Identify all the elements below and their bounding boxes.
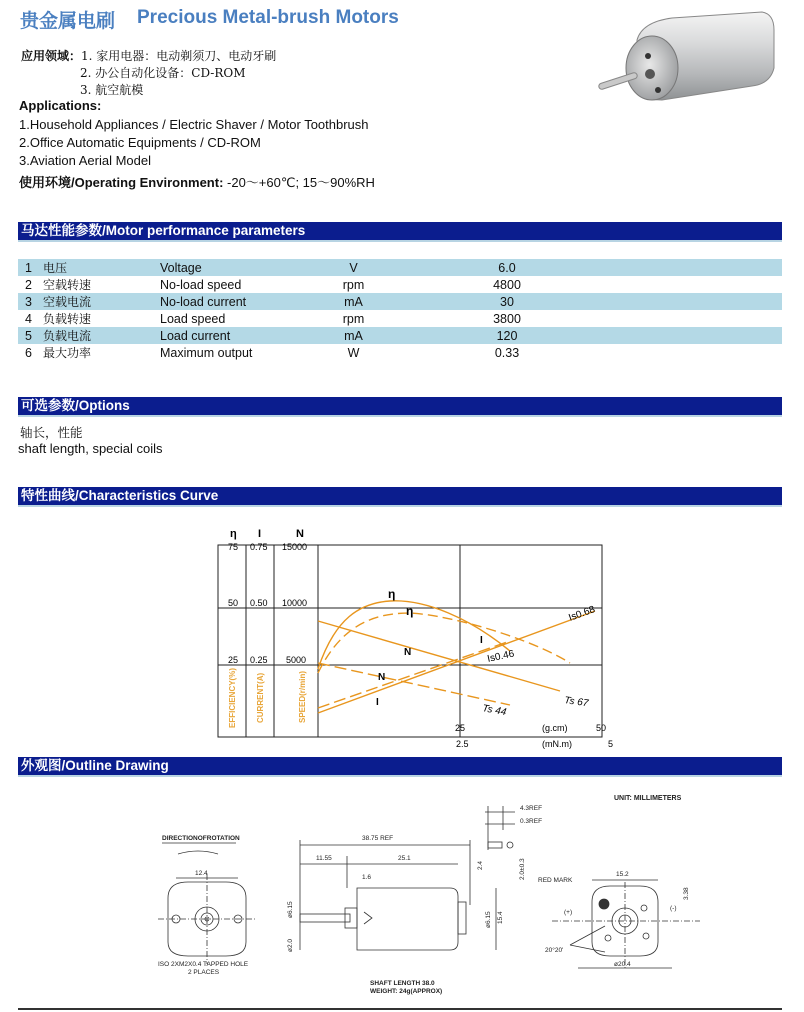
tick-n-15000: 15000 <box>282 542 308 552</box>
curve-label-ts67: Ts 67 <box>563 695 589 710</box>
param-row <box>18 344 782 361</box>
param-unit: mA <box>320 293 387 310</box>
app-cn-item-1: 1. 家用电器：电动剃须刀、电动牙刷 <box>81 49 277 63</box>
tick-x-25: 25 <box>455 723 466 733</box>
section-performance: 马达性能参数/Motor performance parameters <box>18 222 782 240</box>
tick-i-025: 0.25 <box>250 655 268 665</box>
param-name-en: Load current <box>160 327 320 344</box>
curve-label-is046: Is0.46 <box>486 648 516 665</box>
applications-cn-label: 应用领域： <box>21 49 82 63</box>
param-row <box>18 310 782 327</box>
param-unit: rpm <box>342 311 365 326</box>
dim-11-55: 11.55 <box>316 855 332 862</box>
shaft-side <box>300 914 350 922</box>
title-en: Precious Metal-brush Motors <box>137 7 399 28</box>
terminal-plus: (+) <box>564 909 573 916</box>
tick-x-2-5: 2.5 <box>456 739 469 749</box>
dim-12-4: 12.4 <box>195 870 208 877</box>
param-name-en: No-load current <box>160 293 320 310</box>
curve-label-is068: Is0.68 <box>567 604 597 624</box>
dim-4-3: 4.3REF <box>520 805 543 812</box>
curve-label-eta-1: η <box>388 587 396 601</box>
section-options: 可选参数/Options <box>18 397 782 415</box>
dim-3-38: 3.38 <box>683 887 690 900</box>
curve-label-ts44: Ts 44 <box>481 703 508 719</box>
unit-note: UNIT: MILLIMETERS <box>614 795 682 802</box>
hole-note-1: ISO 2XM2X0.4 TAPPED HOLE <box>158 961 249 968</box>
dim-2-0x0-3: 2.0±0.3 <box>519 858 526 880</box>
section-divider <box>18 775 782 777</box>
param-no: 5 <box>18 327 39 344</box>
dim-15-4: 15.4 <box>497 911 504 924</box>
axis-speed-label: N <box>296 528 304 540</box>
footer-rule <box>18 1008 782 1010</box>
section-curve: 特性曲线/Characteristics Curve <box>18 487 782 505</box>
weight-note: WEIGHT: 24g(APPROX) <box>370 988 443 995</box>
outline-drawing <box>140 790 720 1000</box>
options-en: shaft length, special coils <box>18 441 163 456</box>
axis-current-label: I <box>258 528 262 540</box>
tick-i-075: 0.75 <box>250 542 268 552</box>
direction-label: DIRECTIONOFROTATION <box>162 835 240 842</box>
app-cn-item-2: 2. 办公自动化设备：CD-ROM <box>80 66 246 80</box>
tick-n-10000: 10000 <box>282 598 308 608</box>
speed-line-dashed <box>318 663 510 705</box>
param-unit: V <box>320 259 387 276</box>
options-cn: 轴长，性能 <box>20 425 83 440</box>
dim-25-1: 25.1 <box>398 855 411 862</box>
app-en-item-1: 1.Household Appliances / Electric Shaver / Motor Toothbrush <box>19 117 369 132</box>
param-no: 4 <box>25 311 32 326</box>
red-mark-label: RED MARK <box>538 877 573 884</box>
current-axis-name: CURRENT(A) <box>256 672 265 723</box>
dim-38-75: 38.75 REF <box>362 835 394 842</box>
param-row <box>18 259 782 276</box>
param-value: 30 <box>387 293 782 310</box>
app-cn-item-3: 3. 航空航模 <box>80 83 144 97</box>
current-line-solid <box>318 611 595 713</box>
tick-n-5000: 5000 <box>286 655 307 665</box>
x-unit-bottom: (mN.m) <box>542 739 572 749</box>
parameters-table <box>18 259 782 361</box>
tick-eta-75: 75 <box>228 542 239 552</box>
param-value: 120 <box>387 327 782 344</box>
tick-eta-25: 25 <box>228 655 239 665</box>
section-divider <box>18 415 782 417</box>
param-row <box>18 293 782 310</box>
app-en-item-2: 2.Office Automatic Equipments / CD-ROM <box>19 135 261 150</box>
param-unit: rpm <box>342 277 365 292</box>
curve-label-n-1: N <box>404 647 412 658</box>
operating-environment <box>19 172 375 191</box>
angle-label: 20°20' <box>545 947 564 954</box>
param-no: 2 <box>25 277 32 292</box>
dim-6-15a: ø6.15 <box>287 901 294 918</box>
tick-x-5: 5 <box>608 739 614 749</box>
param-no: 6 <box>25 345 32 360</box>
axis-eta-label: η <box>230 528 237 540</box>
dim-6-15b: ø6.15 <box>485 911 492 928</box>
characteristics-chart <box>210 523 620 753</box>
param-value: 4800 <box>493 277 521 292</box>
curve-label-i-1: I <box>480 635 483 646</box>
dim-20-4: ø20.4 <box>614 961 631 968</box>
tick-x-50: 50 <box>596 723 607 733</box>
param-name-en: Voltage <box>160 259 320 276</box>
section-outline: 外观图/Outline Drawing <box>18 757 782 775</box>
applications-cn <box>21 47 276 64</box>
env-label: 使用环境/Operating Environment: <box>19 175 224 190</box>
speed-axis-name: SPEED(r/min) <box>298 670 307 723</box>
curve-label-n-2: N <box>378 672 386 683</box>
section-divider <box>18 240 782 242</box>
param-name-cn: 空载电流 <box>39 293 160 310</box>
param-name-cn: 空载转速 <box>43 278 92 292</box>
param-name-en: Load speed <box>160 311 226 326</box>
param-name-en: Maximum output <box>160 345 253 360</box>
curve-label-i-2: I <box>376 697 379 708</box>
param-name-cn: 最大功率 <box>43 346 92 360</box>
tick-i-050: 0.50 <box>250 598 268 608</box>
param-value: 3800 <box>493 311 521 326</box>
title-cn: 贵金属电刷 <box>20 10 116 32</box>
chart-frame <box>218 545 602 737</box>
motor-photo <box>592 8 778 124</box>
eta-curve-dashed <box>318 613 570 673</box>
motor-body-side <box>357 888 458 950</box>
curve-label-eta-2: η <box>406 604 414 618</box>
rotation-arrow <box>178 851 218 854</box>
section-divider <box>18 505 782 507</box>
param-value: 0.33 <box>494 345 520 360</box>
param-name-cn: 负载转速 <box>43 312 92 326</box>
param-name-en: No-load speed <box>160 277 242 292</box>
eta-axis-name: EFFICIENCY(%) <box>228 668 237 728</box>
param-unit: mA <box>320 327 387 344</box>
x-unit-top: (g.cm) <box>542 723 568 733</box>
param-row <box>18 276 782 293</box>
param-name-cn: 负载电流 <box>39 327 160 344</box>
tick-eta-50: 50 <box>228 598 239 608</box>
shaft-length-note: SHAFT LENGTH 38.0 <box>370 980 435 987</box>
env-value: -20～+60℃; 15～90%RH <box>223 175 375 190</box>
speed-line-solid <box>318 621 560 691</box>
dim-2-4: 2.4 <box>477 860 484 870</box>
terminal-tab <box>488 842 502 848</box>
param-row <box>18 327 782 344</box>
dim-15-2: 15.2 <box>616 871 629 878</box>
param-value: 6.0 <box>387 259 782 276</box>
app-en-item-3: 3.Aviation Aerial Model <box>19 153 152 168</box>
dim-0-3: 0.3REF <box>520 818 543 825</box>
current-line-dashed <box>318 641 510 708</box>
dim-1-6: 1.6 <box>362 874 372 881</box>
terminal-minus: (-) <box>670 905 677 912</box>
param-no: 1 <box>18 259 39 276</box>
param-unit: W <box>347 345 360 360</box>
applications-en-label: Applications: <box>19 98 102 113</box>
hole-note-2: 2 PLACES <box>188 969 220 976</box>
param-name-cn: 电压 <box>39 259 160 276</box>
param-no: 3 <box>18 293 39 310</box>
dim-2-0: ø2.0 <box>287 938 294 952</box>
